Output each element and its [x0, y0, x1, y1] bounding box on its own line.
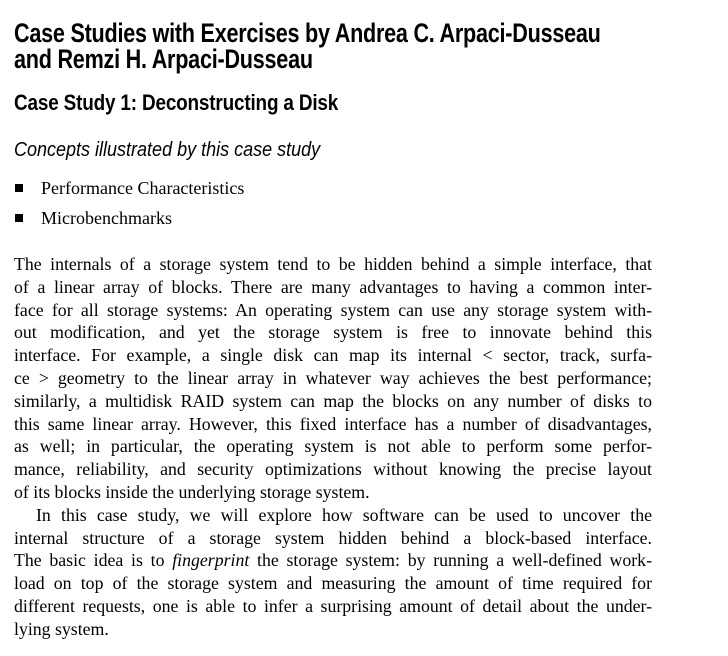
bullet-square-icon [15, 214, 23, 222]
article-body [14, 253, 652, 641]
paragraph [14, 504, 652, 641]
text-line: The basic idea is to fingerprint the storage system: by running a well-defined work- [14, 550, 652, 571]
concepts-list [14, 177, 692, 229]
text-line: this same linear array. However, this fixed interface has a number of disadvantages, [14, 413, 652, 434]
text-line: out modification, and yet the storage system is free to innovate behind this [14, 322, 652, 343]
text-line: of a linear array of blocks. There are many advantages to having a common inter- [14, 276, 652, 297]
text-line: face for all storage systems: An operating system can use any storage system with- [14, 299, 652, 320]
concept-list-item-label: Microbenchmarks [41, 208, 172, 228]
text-line: load on top of the storage system and measuring the amount of time required for [14, 573, 652, 594]
text-line: of its blocks inside the underlying storage system. [14, 481, 370, 502]
bullet-square-icon [15, 184, 23, 192]
text-line: as well; in particular, the operating system is not able to perform some perfor- [14, 436, 652, 457]
paragraph [14, 253, 652, 504]
text-line: lying system. [14, 618, 109, 639]
text-line: similarly, a multidisk RAID system can map the blocks on any number of disks to [14, 390, 652, 411]
case-study-heading: Case Study 1: Deconstructing a Disk [14, 90, 339, 115]
concept-list-item [14, 177, 692, 199]
text-line: internal structure of a storage system hidden behind a block-based interface. [14, 527, 652, 548]
page-title-line-1: Case Studies with Exercises by Andrea C. Arpaci-Dusseau [14, 18, 601, 48]
emphasized-text: fingerprint [172, 550, 250, 571]
text-line: interface. For example, a single disk can map its internal < sector, track, surfa- [14, 345, 652, 366]
concept-list-item [14, 207, 692, 229]
page-title [14, 18, 601, 74]
concept-list-item-label: Performance Characteristics [41, 178, 245, 198]
page-title-line-2: and Remzi H. Arpaci-Dusseau [14, 44, 313, 74]
concepts-heading: Concepts illustrated by this case study [14, 139, 321, 161]
text-line: In this case study, we will explore how software can be used to uncover the [36, 504, 652, 525]
text-line: mance, reliability, and security optimizations without knowing the precise layout [14, 459, 652, 480]
text-line: different requests, one is able to infer a surprising amount of detail about the under- [14, 595, 652, 616]
text-line: The internals of a storage system tend to be hidden behind a simple interface, that [14, 254, 652, 274]
text-line: ce > geometry to the linear array in whatever way achieves the best performance; [14, 367, 652, 388]
